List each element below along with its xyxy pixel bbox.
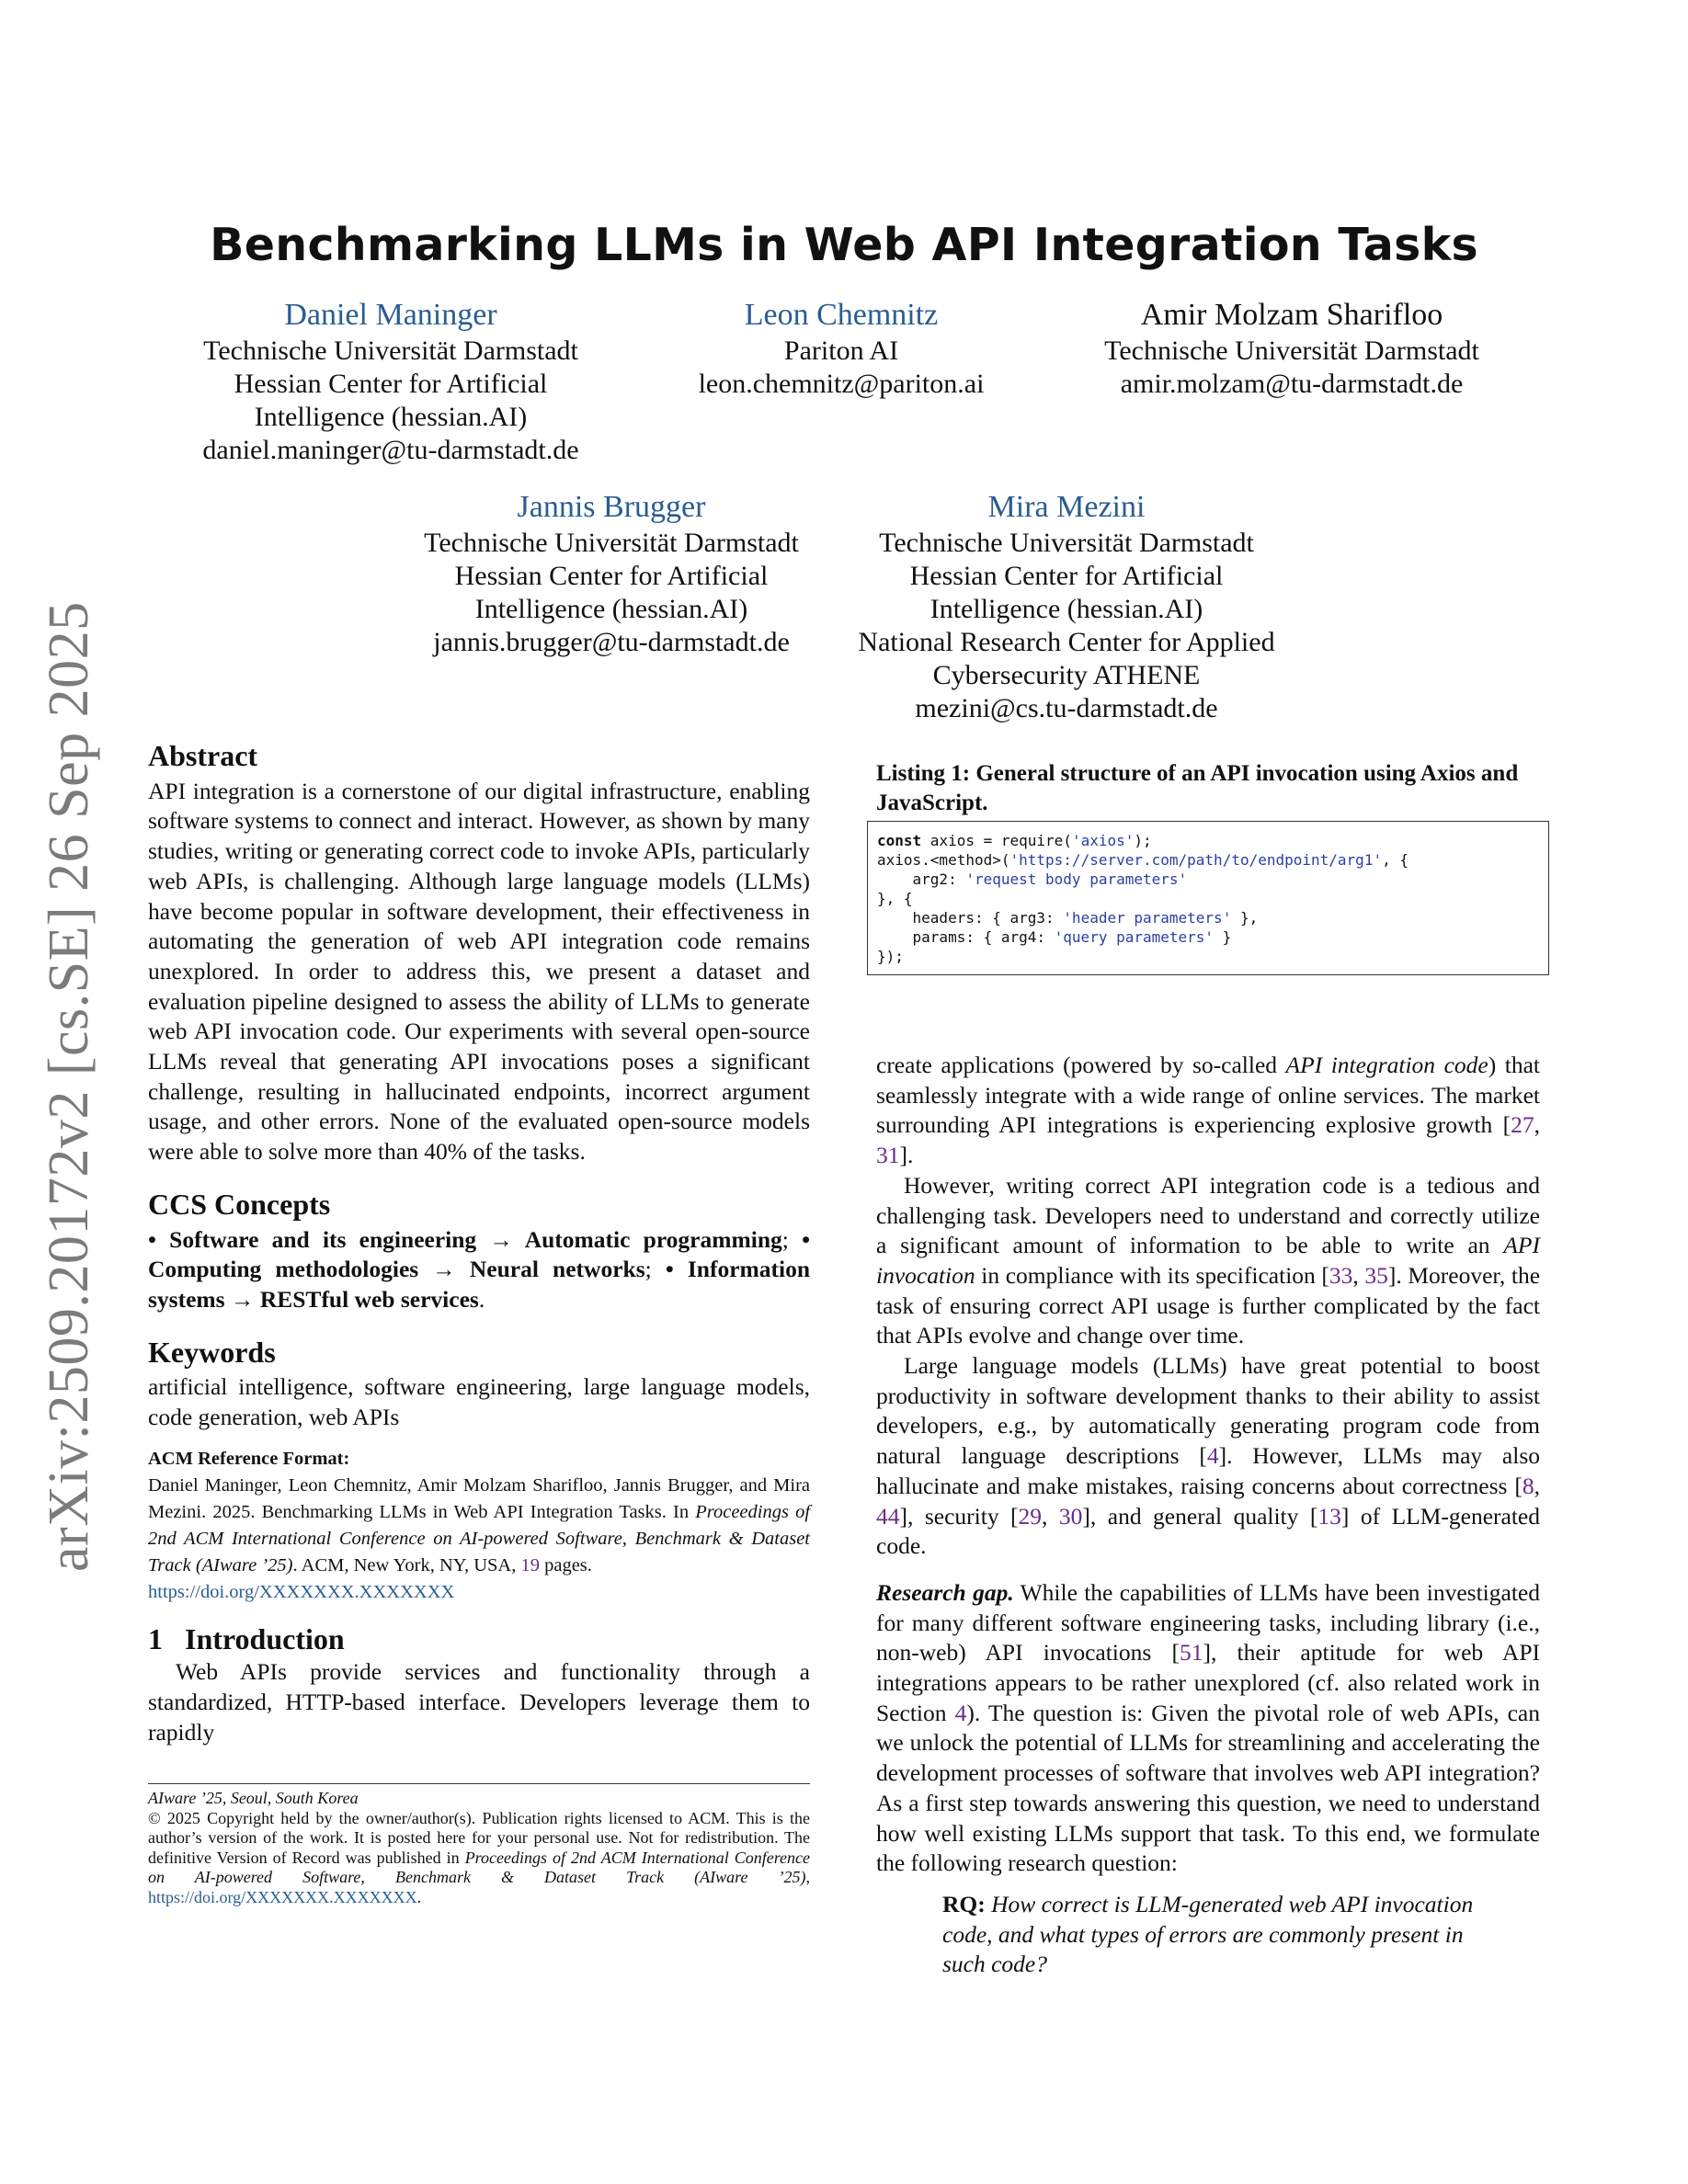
acm-ref-venue: Proceedings of 2nd ACM International Conference on AI-powered Software, Benchmark & Dataset Track (AIware ’25) — [148, 1501, 811, 1575]
code-line — [877, 908, 1539, 927]
arxiv-stamp: arXiv:2509.20172v2 [cs.SE] 26 Sep 2025 — [38, 601, 100, 1572]
listing-caption: Listing 1: General structure of an API invocation using Axios and JavaScript. — [876, 761, 1519, 815]
code-token: } — [1214, 928, 1232, 946]
acm-ref-body: . ACM, New York, NY, USA, — [292, 1554, 517, 1575]
affiliation-line: Technische Universität Darmstadt — [424, 528, 799, 558]
paragraph-heading: Research gap. — [876, 1578, 1014, 1606]
text-run: create applications (powered by so-called — [876, 1052, 1278, 1078]
section-link[interactable]: 4 — [954, 1699, 967, 1726]
code-line — [877, 850, 1539, 870]
ccs-item: RESTful web services — [259, 1285, 479, 1313]
text-run: ]. However, LLMs may also hallucinate and make mistakes, raising concerns about correctness [ — [876, 1442, 1540, 1499]
text-run: ], and general quality [ — [1082, 1502, 1318, 1530]
code-token: params: { arg4: — [877, 928, 1055, 946]
author-block-sharifloo — [1066, 296, 1517, 401]
affiliation-line: Cybersecurity ATHENE — [932, 660, 1201, 690]
citation-link[interactable]: 33 — [1329, 1261, 1353, 1289]
paper-title: Benchmarking LLMs in Web API Integration Tasks — [210, 219, 1478, 271]
affiliation-line: Pariton AI — [783, 336, 899, 366]
left-column — [148, 741, 810, 1748]
acm-ref-pages[interactable]: 19 — [520, 1554, 540, 1575]
citation-link[interactable]: 31 — [876, 1142, 900, 1169]
code-string: 'https://server.com/path/to/endpoint/arg1' — [1009, 851, 1383, 869]
code-keyword: const — [877, 832, 922, 849]
emphasis: API integration code — [1285, 1052, 1488, 1078]
acm-ref-heading: ACM Reference Format: — [148, 1448, 350, 1469]
text-run: ]. Moreover, the task of ensuring correct API usage is further complicated by the fact that APIs evolve and change over time. — [876, 1261, 1541, 1349]
footnote-proceedings: Proceedings of 2nd ACM International Conference on AI-powered Software, Benchmark & Dataset Track (AIware ’25) — [148, 1848, 811, 1886]
text-run: ], their aptitude for web API integrations appears to be rather unexplored (cf. also related work in Section — [876, 1639, 1540, 1726]
code-token: arg2: — [877, 870, 966, 888]
code-line — [877, 889, 1539, 908]
author-email: jannis.brugger@tu-darmstadt.de — [433, 627, 790, 657]
right-column — [876, 1051, 1540, 1980]
affiliation-line: Hessian Center for Artificial — [234, 369, 548, 399]
affiliation-line: Intelligence (hessian.AI) — [474, 594, 748, 624]
code-token: }, { — [877, 890, 913, 907]
code-token: }); — [877, 948, 904, 965]
footnote-end: . — [416, 1887, 422, 1906]
intro-paragraph-3: Large language models (LLMs) have great potential to boost productivity in software development thanks to their ability to assist developers, e.g., by automatically generating program code from natural language descriptions [4]. However, LLMs may also hallucinate and make mistakes, raising concerns about correctness [8, 44], security [29, 30], and general quality [13] of LLM-generated code. — [876, 1352, 1540, 1560]
footnote-copyright: © 2025 Copyright held by the owner/author(s). Publication rights licensed to ACM. This is the author’s version of the work. It is posted here for your personal use. Not for redistribution. The definitive Version of Record was published in — [148, 1808, 810, 1867]
citation-link[interactable]: 35 — [1364, 1261, 1388, 1289]
citation-link[interactable]: 13 — [1317, 1502, 1341, 1530]
affiliation-line: Technische Universität Darmstadt — [1104, 336, 1479, 366]
code-token: axios.<method>( — [877, 851, 1010, 869]
citation-link[interactable]: 27 — [1511, 1111, 1534, 1139]
author-email: amir.molzam@tu-darmstadt.de — [1120, 369, 1464, 399]
abstract-text: API integration is a cornerstone of our digital infrastructure, enabling software systems to connect and interact. However, as shown by many studies, writing or generating correct code to invoke APIs, particularly web APIs, is challenging. Although large language models (LLMs) have become popular in software development, their effectiveness in automating the generation of web API integration code remains unexplored. In order to address this, we present a dataset and evaluation pipeline designed to assess the ability of LLMs to generate web API invocation code. Our experiments with several open-source LLMs reveal that generating API invocations poses a significant challenge, resulting in hallucinated endpoints, incorrect argument usage, and other errors. None of the evaluated open-source models were able to solve more than 40% of the tasks. — [148, 777, 810, 1166]
code-token: headers: { arg3: — [877, 909, 1064, 927]
intro-paragraph-2: However, writing correct API integration code is a tedious and challenging task. Developers need to understand and correctly utilize a significant amount of information to be able to write an API invocation in compliance with its specification [33, 35]. Moreover, the task of ensuring correct API usage is further complicated by the fact that APIs evolve and change over time. — [876, 1171, 1541, 1349]
footnote-sep: , — [805, 1868, 810, 1886]
affiliation-line: Technische Universität Darmstadt — [879, 528, 1254, 558]
rq-label: RQ: — [942, 1890, 986, 1917]
text-run: in compliance with its specification [ — [981, 1261, 1329, 1289]
author-name[interactable]: Jannis Brugger — [517, 490, 706, 524]
ccs-item: Software and its engineering — [169, 1225, 477, 1253]
footnote — [148, 1789, 810, 1907]
code-token: ); — [1134, 832, 1152, 849]
research-gap-paragraph — [876, 1578, 1540, 1879]
text-run: While the capabilities of LLMs have been investigated for many different software engineering tasks, including library (i.e., non-web) API invocations [ — [876, 1578, 1540, 1666]
text-run: ). The question is: Given the pivotal role of web APIs, can we unlock the potential of LLMs for streamlining and accelerating the development processes of software that involves web API integration? As a first step towards answering this question, we need to understand how well existing LLMs support that task. To this end, we formulate the following research question: — [876, 1699, 1541, 1877]
ccs-item: Information systems — [148, 1256, 811, 1313]
author-email: leon.chemnitz@pariton.ai — [698, 369, 985, 399]
acm-ref-doi-link[interactable]: https://doi.org/XXXXXXX.XXXXXXX — [148, 1581, 455, 1602]
author-name[interactable]: Leon Chemnitz — [744, 298, 939, 332]
intro-text: Web APIs provide services and functionality through a standardized, HTTP-based interface. Developers leverage them to rapidly — [148, 1658, 810, 1746]
citation-link[interactable]: 51 — [1179, 1639, 1203, 1666]
text-run: ], security [ — [899, 1502, 1019, 1530]
author-email: mezini@cs.tu-darmstadt.de — [915, 693, 1218, 723]
author-block-chemnitz — [657, 296, 1025, 401]
abstract-heading: Abstract — [148, 739, 258, 772]
text-run: ) that seamlessly integrate with a wide range of online services. The market surrounding API integrations is experiencing explosive growth [ — [876, 1052, 1540, 1139]
code-string: 'request body parameters' — [965, 870, 1188, 888]
affiliation-line: Hessian Center for Artificial — [909, 561, 1224, 591]
affiliation-line: National Research Center for Applied — [858, 627, 1275, 657]
code-line — [877, 947, 1539, 966]
citation-link[interactable]: 30 — [1058, 1502, 1083, 1530]
affiliation-line: Technische Universität Darmstadt — [203, 336, 578, 366]
keywords-heading: Keywords — [148, 1335, 276, 1369]
rq-text: How correct is LLM-generated web API invocation code, and what types of errors are commonly present in such code? — [942, 1890, 1474, 1978]
ccs-item: Computing methodologies — [148, 1256, 419, 1283]
code-string: 'axios' — [1071, 832, 1135, 849]
footnote-venue: AIware ’25, Seoul, South Korea — [148, 1789, 359, 1807]
footnote-doi-link[interactable]: https://doi.org/XXXXXXX.XXXXXXX — [148, 1887, 417, 1906]
affiliation-line: Intelligence (hessian.AI) — [254, 402, 528, 432]
ccs-heading: CCS Concepts — [148, 1187, 331, 1221]
code-token: }, — [1231, 909, 1259, 927]
citation-link[interactable]: 29 — [1018, 1502, 1043, 1530]
author-block-brugger — [386, 488, 837, 659]
affiliation-line: Hessian Center for Artificial — [454, 561, 769, 591]
ccs-concepts: • Software and its engineering → Automatic programming; • Computing methodologies → Neural networks; • Information systems → RESTful web services. — [148, 1225, 811, 1313]
author-block-mezini — [841, 488, 1292, 725]
affiliation-line: Intelligence (hessian.AI) — [930, 594, 1203, 624]
ccs-item: Neural networks — [469, 1256, 645, 1283]
ccs-item: Automatic programming — [524, 1225, 782, 1253]
text-run: Large language models (LLMs) have great potential to boost productivity in software development thanks to their ability to assist developers, e.g., by automatically generating program code from natural language descriptions [ — [876, 1352, 1540, 1470]
author-block-maninger — [165, 296, 616, 467]
author-name[interactable]: Mira Mezini — [987, 490, 1146, 524]
text-run: However, writing correct API integration code is a tedious and challenging task. Developers need to understand and correctly utilize a significant amount of information to be able to write an — [876, 1171, 1540, 1259]
intro-heading: 1 Introduction — [148, 1621, 345, 1655]
footnote-rule — [148, 1783, 810, 1784]
keywords-text: artificial intelligence, software engineering, large language models, code generation, web APIs — [148, 1373, 810, 1431]
code-token: , { — [1382, 851, 1409, 869]
acm-ref-body: Daniel Maninger, Leon Chemnitz, Amir Molzam Sharifloo, Jannis Brugger, and Mira Mezini. 2025. Benchmarking LLMs in Web API Integration Tasks. In — [148, 1474, 810, 1522]
author-name[interactable]: Daniel Maninger — [284, 298, 497, 332]
emphasis: API invocation — [876, 1232, 1540, 1289]
citation-link[interactable]: 8 — [1522, 1472, 1534, 1499]
intro-paragraph-1: create applications (powered by so-called API integration code) that seamlessly integrate with a wide range of online services. The market surrounding API integrations is experiencing explosive growth [27, 31]. — [876, 1052, 1540, 1169]
acm-ref-body: pages. — [544, 1554, 592, 1575]
code-line — [877, 831, 1539, 850]
acm-ref-text — [148, 1473, 810, 1606]
code-line — [877, 870, 1539, 889]
citation-link[interactable]: 4 — [1206, 1442, 1219, 1470]
text-run: ] of LLM-generated code. — [876, 1502, 1540, 1560]
code-listing — [867, 821, 1549, 975]
citation-link[interactable]: 44 — [876, 1502, 900, 1530]
code-token: axios = require( — [921, 832, 1072, 849]
code-string: 'query parameters' — [1054, 928, 1215, 946]
code-line — [877, 927, 1539, 947]
author-email: daniel.maninger@tu-darmstadt.de — [202, 435, 579, 465]
author-name: Amir Molzam Sharifloo — [1140, 298, 1443, 332]
text-run: ]. — [899, 1142, 914, 1169]
research-question — [942, 1890, 1476, 1980]
footnote-text — [148, 1809, 810, 1908]
code-string: 'header parameters' — [1063, 909, 1232, 927]
